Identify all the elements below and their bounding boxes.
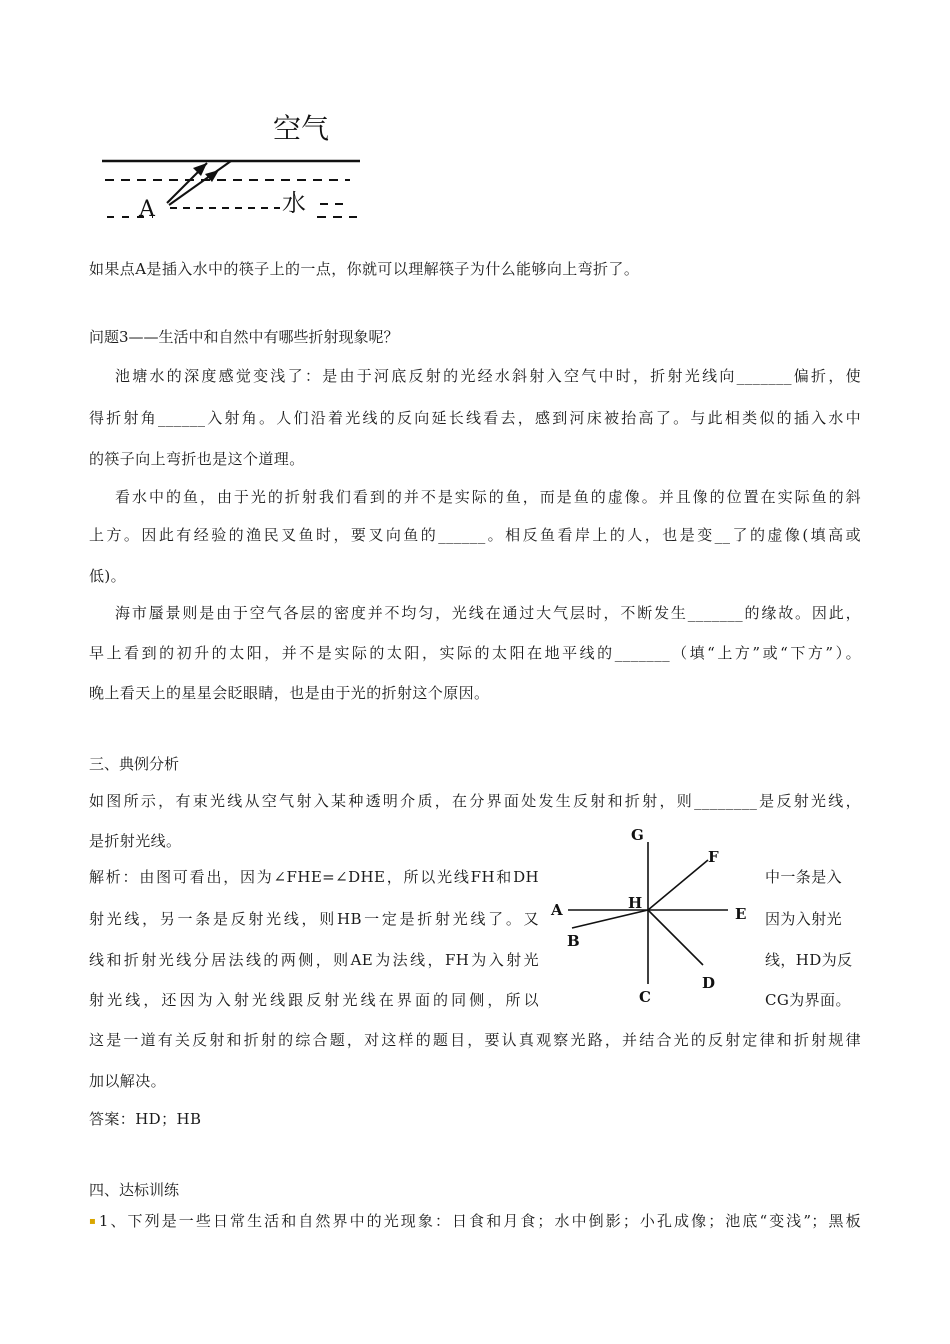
paragraph-line: 低)。: [89, 567, 127, 585]
exercise-line: [89, 1211, 861, 1232]
label-c: C: [639, 988, 651, 1006]
label-f: F: [708, 848, 719, 866]
water-label: 水: [282, 189, 306, 217]
paragraph-line: 早上看到的初升的太阳，并不是实际的太阳，实际的太阳在地平线的_______（填“上方”或“下方”）。: [89, 644, 861, 662]
label-b: B: [567, 932, 580, 950]
paragraph-line: 上方。因此有经验的渔民叉鱼时，要叉向鱼的______。相反鱼看岸上的人，也是变__了的虚像(填高或: [89, 526, 861, 544]
analysis-line-right: 中一条是入: [765, 868, 843, 886]
ray-hd: [648, 910, 703, 965]
section-heading-example: 三、典例分析: [89, 755, 180, 773]
paragraph-line: 这是一道有关反射和折射的综合题，对这样的题目，要认真观察光路，并结合光的反射定律和折射规律: [89, 1031, 861, 1049]
analysis-line: 射光线，还因为入射光线跟反射光线在界面的同侧，所以: [89, 991, 539, 1009]
section-heading-training: 四、达标训练: [89, 1181, 180, 1199]
paragraph-line: 加以解决。: [89, 1072, 167, 1090]
water-refraction-figure: [95, 110, 365, 225]
paragraph-line: 海市蜃景则是由于空气各层的密度并不均匀，光线在通过大气层时，不断发生_______的缘故。因此，: [115, 604, 861, 622]
label-e: E: [735, 905, 747, 923]
label-d: D: [702, 974, 716, 992]
ray-hf: [648, 860, 708, 910]
paragraph-line: 得折射角______入射角。人们沿着光线的反向延长线看去，感到河床被抬高了。与此相类似的插入水中: [89, 409, 861, 427]
paragraph-line: 如图所示，有束光线从空气射入某种透明介质，在分界面处发生反射和折射，则________是反射光线，: [89, 792, 861, 810]
paragraph-line: 是折射光线。: [89, 832, 182, 850]
paragraph-line: 看水中的鱼，由于光的折射我们看到的并不是实际的鱼，而是鱼的虚像。并且像的位置在实际鱼的斜: [115, 488, 861, 506]
paragraph-line: 如果点A是插入水中的筷子上的一点，你就可以理解筷子为什么能够向上弯折了。: [89, 260, 640, 278]
paragraph-line: 池塘水的深度感觉变浅了：是由于河底反射的光经水斜射入空气中时，折射光线向_______偏折，使: [115, 367, 861, 385]
analysis-line: 射光线，另一条是反射光线，则HB一定是折射光线了。又: [89, 910, 539, 928]
question-heading: 问题3——生活中和自然中有哪些折射现象呢？: [89, 328, 399, 346]
reflection-refraction-figure: [548, 822, 758, 1008]
point-a-label: A: [139, 197, 155, 222]
analysis-line: 线和折射光线分居法线的两侧，则AE为法线，FH为入射光: [89, 951, 539, 969]
exercise-text: 1、下列是一些日常生活和自然界中的光现象：日食和月食；水中倒影；小孔成像；池底“变浅”；黑板: [98, 1212, 861, 1230]
air-label: 空气: [273, 112, 330, 145]
label-h: H: [628, 894, 643, 912]
analysis-line-right: 线，HD为反: [765, 951, 853, 969]
analysis-line: 解析：由图可看出，因为∠FHE=∠DHE，所以光线FH和DH: [89, 868, 539, 886]
paragraph-line: 晚上看天上的星星会眨眼睛，也是由于光的折射这个原因。: [89, 684, 490, 702]
analysis-line-right: CG为界面。: [765, 991, 851, 1009]
paragraph-line: 的筷子向上弯折也是这个道理。: [89, 450, 305, 468]
ray-hb: [572, 910, 648, 928]
label-a: A: [551, 901, 563, 919]
margin-marker-icon: ▪: [89, 1216, 98, 1227]
analysis-line-right: 因为入射光: [765, 910, 843, 928]
answer-line: 答案：HD；HB: [89, 1110, 202, 1128]
label-g: G: [631, 826, 644, 844]
